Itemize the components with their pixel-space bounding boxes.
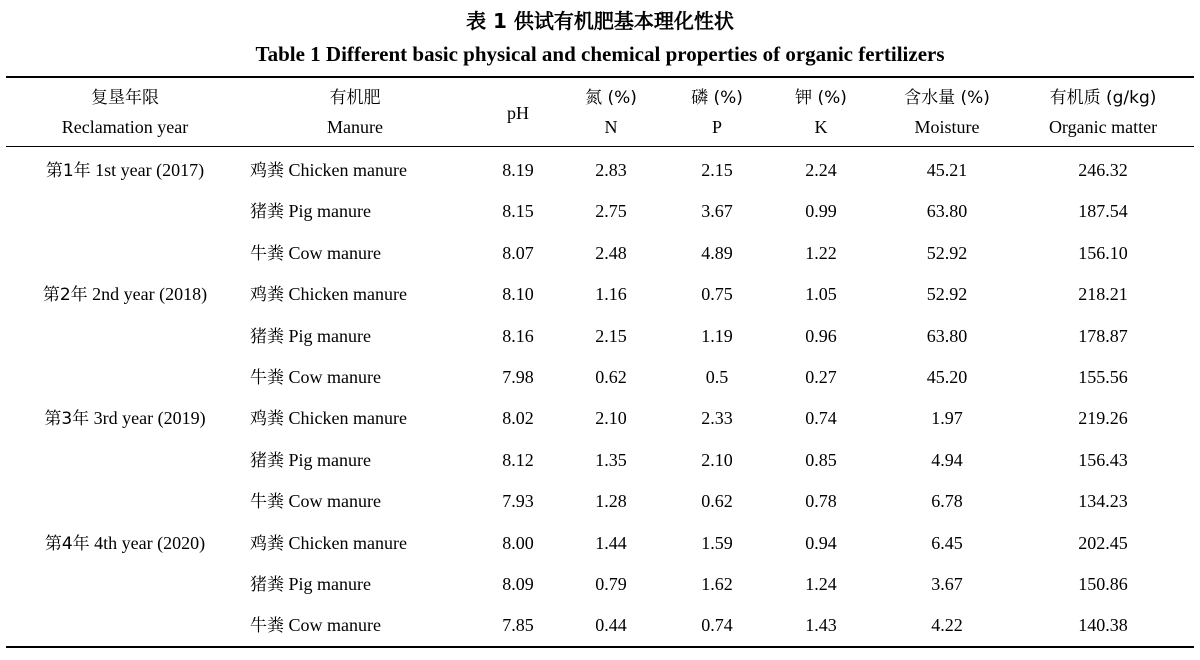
- cell-manure: 鸡粪 Chicken manure: [250, 160, 407, 181]
- cell-ph: 8.02: [502, 408, 534, 429]
- cell-moisture: 3.67: [931, 574, 963, 594]
- cell-reclamation-year: 第4年 4th year (2020): [44, 532, 206, 554]
- cell-nitrogen: 0.79: [595, 574, 627, 594]
- cell-moisture: 63.80: [926, 201, 968, 222]
- cell-potassium: 1.24: [805, 574, 837, 594]
- table-row: [0, 191, 1200, 232]
- cell-potassium: 1.43: [805, 615, 837, 636]
- cell-organic-matter: 156.43: [1078, 449, 1128, 470]
- cell-nitrogen: 1.35: [595, 449, 627, 470]
- cell-manure: 牛粪 Cow manure: [250, 367, 381, 388]
- header-rule: [6, 146, 1194, 147]
- cell-moisture: 52.92: [926, 284, 968, 305]
- cell-ph: 8.00: [502, 532, 534, 553]
- cell-manure: 猪粪 Pig manure: [250, 201, 371, 223]
- cell-moisture: 45.21: [926, 160, 968, 180]
- cell-manure: 猪粪 Pig manure: [250, 574, 371, 595]
- header-organic-matter: 有机质 (g/kg) Organic matter: [1048, 88, 1158, 137]
- header-moisture: 含水量 (%) Moisture: [904, 88, 990, 137]
- cell-nitrogen: 1.16: [595, 284, 627, 305]
- top-rule: [6, 76, 1194, 78]
- cell-organic-matter: 187.54: [1078, 201, 1128, 222]
- cell-phosphorus: 0.75: [701, 284, 733, 305]
- cell-potassium: 1.22: [805, 242, 837, 263]
- table-row: [0, 150, 1200, 191]
- header-manure: 有机肥 Manure: [327, 88, 383, 137]
- cell-organic-matter: 219.26: [1078, 408, 1128, 429]
- table-title-cn: 表 1 供试有机肥基本理化性状: [466, 9, 734, 33]
- header-phosphorus: 磷 (%) P: [691, 88, 743, 137]
- cell-nitrogen: 1.44: [595, 532, 627, 553]
- cell-manure: 牛粪 Cow manure: [250, 242, 381, 264]
- cell-moisture: 4.94: [931, 449, 963, 470]
- header-reclamation-year: 复垦年限 Reclamation year: [61, 88, 189, 137]
- cell-ph: 7.85: [502, 615, 534, 636]
- cell-moisture: 6.78: [931, 491, 963, 512]
- cell-organic-matter: 246.32: [1078, 160, 1128, 180]
- cell-manure: 猪粪 Pig manure: [250, 449, 371, 471]
- cell-ph: 7.98: [502, 367, 534, 387]
- cell-manure: 猪粪 Pig manure: [250, 325, 371, 347]
- cell-manure: 鸡粪 Chicken manure: [250, 532, 407, 554]
- cell-organic-matter: 155.56: [1078, 367, 1128, 387]
- table-row: [0, 398, 1200, 439]
- cell-phosphorus: 2.15: [701, 160, 733, 180]
- cell-nitrogen: 2.83: [595, 160, 627, 180]
- cell-potassium: 0.27: [805, 367, 837, 387]
- cell-reclamation-year: 第1年 1st year (2017): [45, 160, 205, 181]
- cell-moisture: 45.20: [926, 367, 968, 387]
- cell-nitrogen: 0.44: [595, 615, 627, 636]
- header-ph: pH: [507, 103, 529, 123]
- cell-phosphorus: 0.62: [701, 491, 733, 512]
- cell-phosphorus: 1.59: [701, 532, 733, 553]
- bottom-rule: [6, 646, 1194, 648]
- cell-organic-matter: 156.10: [1078, 242, 1128, 263]
- cell-potassium: 1.05: [805, 284, 837, 305]
- table-title-en: Table 1 Different basic physical and chemical properties of organic fertilizers: [255, 42, 945, 66]
- table-row: [0, 564, 1200, 605]
- cell-organic-matter: 218.21: [1078, 284, 1128, 305]
- cell-organic-matter: 134.23: [1078, 491, 1128, 512]
- cell-nitrogen: 0.62: [595, 367, 627, 387]
- cell-phosphorus: 0.74: [701, 615, 733, 636]
- table-row: [0, 523, 1200, 564]
- cell-potassium: 0.99: [805, 201, 837, 222]
- cell-organic-matter: 140.38: [1078, 615, 1128, 636]
- cell-organic-matter: 202.45: [1078, 532, 1128, 553]
- table-row: [0, 440, 1200, 481]
- cell-phosphorus: 0.5: [705, 367, 729, 387]
- cell-phosphorus: 1.62: [701, 574, 733, 594]
- cell-nitrogen: 2.75: [595, 201, 627, 222]
- header-nitrogen: 氮 (%) N: [585, 88, 637, 137]
- cell-manure: 牛粪 Cow manure: [250, 615, 381, 637]
- table-row: [0, 481, 1200, 522]
- cell-potassium: 2.24: [805, 160, 837, 180]
- table-row: [0, 605, 1200, 646]
- cell-reclamation-year: 第3年 3rd year (2019): [44, 408, 206, 430]
- cell-organic-matter: 178.87: [1078, 325, 1128, 346]
- cell-phosphorus: 1.19: [701, 325, 733, 346]
- cell-potassium: 0.74: [805, 408, 837, 429]
- cell-organic-matter: 150.86: [1078, 574, 1128, 594]
- cell-ph: 8.16: [502, 325, 534, 346]
- cell-potassium: 0.78: [805, 491, 837, 512]
- cell-phosphorus: 2.10: [701, 449, 733, 470]
- cell-manure: 鸡粪 Chicken manure: [250, 408, 407, 430]
- cell-manure: 鸡粪 Chicken manure: [250, 284, 407, 306]
- table-row: [0, 357, 1200, 398]
- cell-ph: 8.19: [502, 160, 534, 180]
- cell-potassium: 0.94: [805, 532, 837, 553]
- cell-ph: 8.10: [502, 284, 534, 305]
- cell-moisture: 1.97: [931, 408, 963, 429]
- cell-moisture: 6.45: [931, 532, 963, 553]
- cell-ph: 8.07: [502, 242, 534, 263]
- table-row: [0, 316, 1200, 357]
- cell-moisture: 52.92: [926, 242, 968, 263]
- cell-ph: 8.12: [502, 449, 534, 470]
- cell-manure: 牛粪 Cow manure: [250, 491, 381, 513]
- cell-potassium: 0.96: [805, 325, 837, 346]
- table-header: [0, 84, 1200, 142]
- header-potassium: 钾 (%) K: [795, 88, 847, 137]
- cell-ph: 8.09: [502, 574, 534, 594]
- cell-nitrogen: 1.28: [595, 491, 627, 512]
- cell-ph: 7.93: [502, 491, 534, 512]
- cell-nitrogen: 2.48: [595, 242, 627, 263]
- cell-phosphorus: 4.89: [701, 242, 733, 263]
- cell-moisture: 4.22: [931, 615, 963, 636]
- cell-ph: 8.15: [502, 201, 534, 222]
- cell-reclamation-year: 第2年 2nd year (2018): [42, 284, 208, 306]
- cell-phosphorus: 2.33: [701, 408, 733, 429]
- cell-nitrogen: 2.10: [595, 408, 627, 429]
- table-row: [0, 274, 1200, 315]
- cell-moisture: 63.80: [926, 325, 968, 346]
- cell-phosphorus: 3.67: [701, 201, 733, 222]
- cell-nitrogen: 2.15: [595, 325, 627, 346]
- cell-potassium: 0.85: [805, 449, 837, 470]
- table-row: [0, 233, 1200, 274]
